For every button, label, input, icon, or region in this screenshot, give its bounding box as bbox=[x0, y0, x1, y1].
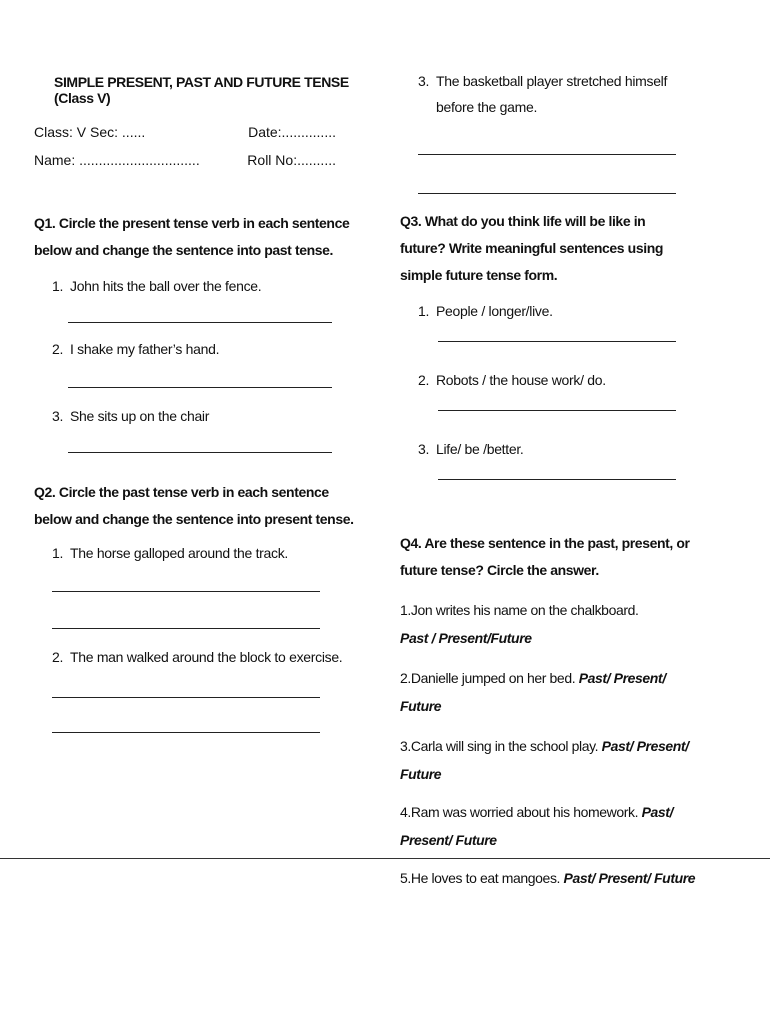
q2-item-1 bbox=[34, 545, 354, 561]
q3-item-2-text: Robots / the house work/ do. bbox=[436, 372, 606, 388]
q2-item-2-text: The man walked around the block to exercise. bbox=[70, 649, 343, 665]
q4-item-3-sentence: 3.Carla will sing in the school play. bbox=[400, 738, 602, 754]
q2-heading: Q2. Circle the past tense verb in each sentence below and change the sentence into present tense. bbox=[34, 484, 354, 527]
q3-item-2-num: 2. bbox=[418, 372, 430, 388]
q4-item-1-options[interactable]: Past / Present/Future bbox=[400, 630, 532, 646]
q3-item-3-num: 3. bbox=[418, 441, 430, 457]
q2-item-1-text: The horse galloped around the track. bbox=[70, 545, 289, 561]
answer-line[interactable] bbox=[68, 452, 332, 453]
q4-item-2-sentence: 2.Danielle jumped on her bed. bbox=[400, 670, 579, 686]
q1-cont-text: The basketball player stretched himself before the game. bbox=[436, 73, 668, 115]
name-roll-row bbox=[34, 152, 354, 174]
q4-item-3-options[interactable]: Past/ Present/ Future bbox=[400, 738, 689, 782]
q4-item-2 bbox=[400, 664, 710, 720]
q4-item-4-options[interactable]: Past/ Present/ Future bbox=[400, 804, 674, 848]
q4-item-3 bbox=[400, 732, 710, 788]
q2-item-2 bbox=[34, 649, 354, 665]
q3-item-1 bbox=[400, 303, 710, 319]
q1-heading: Q1. Circle the present tense verb in each sentence below and change the sentence into past tense. bbox=[34, 215, 350, 258]
answer-line[interactable] bbox=[52, 591, 320, 592]
q1-item-3-num: 3. bbox=[52, 408, 64, 424]
answer-line[interactable] bbox=[438, 410, 676, 411]
q1-item-1 bbox=[34, 278, 354, 294]
q3-item-3-text: Life/ be /better. bbox=[436, 441, 524, 457]
answer-line[interactable] bbox=[52, 732, 320, 733]
answer-line[interactable] bbox=[68, 387, 332, 388]
q1-item-2 bbox=[34, 341, 354, 357]
left-column bbox=[34, 68, 354, 733]
q2-item-2-num: 2. bbox=[52, 649, 64, 665]
roll-label: Roll No:.......... bbox=[247, 152, 336, 168]
answer-line[interactable] bbox=[438, 479, 676, 480]
q3-item-1-text: People / longer/live. bbox=[436, 303, 553, 319]
q3-item-1-num: 1. bbox=[418, 303, 430, 319]
q4-item-5 bbox=[400, 864, 710, 892]
q1-item-3-continued bbox=[400, 68, 710, 120]
q4-item-5-sentence: 5.He loves to eat mangoes. bbox=[400, 870, 564, 886]
q1-cont-num: 3. bbox=[418, 73, 430, 89]
q3-heading: Q3. What do you think life will be like in future? Write meaningful sentences using simple future tense form. bbox=[400, 213, 664, 283]
answer-line[interactable] bbox=[52, 628, 320, 629]
q1-item-2-text: I shake my father’s hand. bbox=[70, 341, 220, 357]
q1-item-1-text: John hits the ball over the fence. bbox=[70, 278, 262, 294]
q3-item-3 bbox=[400, 441, 710, 457]
q4-item-2-options[interactable]: Past/ Present/ Future bbox=[400, 670, 666, 714]
class-label: Class: V Sec: ...... bbox=[34, 124, 146, 140]
q2-item-1-num: 1. bbox=[52, 545, 64, 561]
q1-item-3 bbox=[34, 408, 354, 424]
q4-item-4-sentence: 4.Ram was worried about his homework. bbox=[400, 804, 642, 820]
q4-item-1-sentence: 1.Jon writes his name on the chalkboard. bbox=[400, 602, 639, 618]
answer-line[interactable] bbox=[418, 154, 676, 155]
answer-line[interactable] bbox=[438, 341, 676, 342]
q1-item-2-num: 2. bbox=[52, 341, 64, 357]
date-label: Date:.............. bbox=[248, 124, 336, 140]
class-date-row bbox=[34, 124, 354, 146]
name-label: Name: ............................... bbox=[34, 152, 200, 168]
q4-heading: Q4. Are these sentence in the past, present, or future tense? Circle the answer. bbox=[400, 535, 690, 578]
q4-item-5-options[interactable]: Past/ Present/ Future bbox=[563, 870, 696, 886]
q4-item-4 bbox=[400, 798, 680, 854]
page-bottom-divider bbox=[0, 858, 770, 859]
q4-item-1 bbox=[400, 596, 650, 652]
q1-item-3-text: She sits up on the chair bbox=[70, 408, 210, 424]
worksheet-title: SIMPLE PRESENT, PAST AND FUTURE TENSE (Class V) bbox=[54, 74, 349, 106]
answer-line[interactable] bbox=[418, 193, 676, 194]
q3-item-2 bbox=[400, 372, 710, 388]
right-column bbox=[400, 68, 710, 892]
answer-line[interactable] bbox=[52, 697, 320, 698]
q1-item-1-num: 1. bbox=[52, 278, 64, 294]
answer-line[interactable] bbox=[68, 322, 332, 323]
